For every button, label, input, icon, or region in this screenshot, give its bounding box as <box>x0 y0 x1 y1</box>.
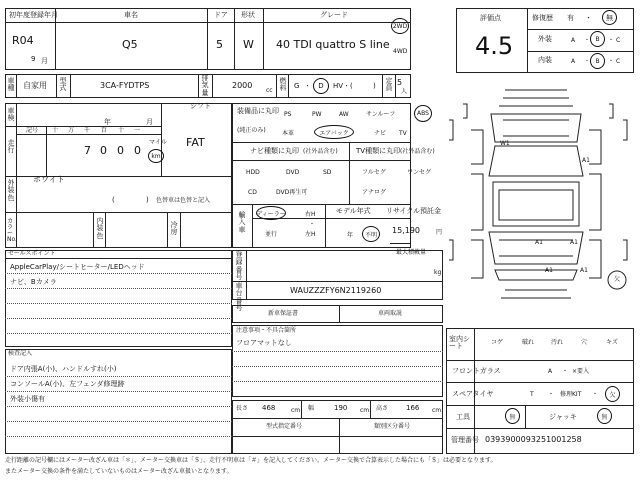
diagram-mark: A1 <box>545 267 553 274</box>
seat-item: キズ <box>606 339 618 346</box>
digit-label: 一 <box>134 127 141 134</box>
displacement-label: 排気量 <box>201 74 209 97</box>
glass-label: フロントガラス <box>452 367 501 375</box>
running-label: 走行 <box>7 139 15 155</box>
height-value: 166 <box>406 404 420 412</box>
equip-abs-circle: ABS <box>414 105 432 122</box>
tv-type-sub: (社外品含む) <box>400 148 435 155</box>
odometer-digit: 7 <box>84 144 91 157</box>
spare-kit: 修理KIT <box>560 391 582 398</box>
recycle-label: リサイクル預託金 <box>386 207 442 215</box>
equip-sunroof: サンルーフ <box>366 111 396 118</box>
max-load-label: 最大積載量 <box>396 249 427 256</box>
reg-year: R04 <box>12 34 34 47</box>
inspector-line: 外装小傷有 <box>10 395 45 403</box>
digit-label: 百 <box>101 127 108 134</box>
nav-cd: CD <box>248 189 257 196</box>
jack-label: ジャッキ <box>549 413 577 421</box>
spare-dot1: ・ <box>548 391 555 398</box>
car-name-label: 車名 <box>124 11 138 19</box>
mile-unit: マイル <box>149 139 167 146</box>
equip-leather: 本革 <box>282 130 295 137</box>
ext-dot2: ・ <box>608 37 615 44</box>
notes-box <box>232 325 443 397</box>
nav-dvd-play: DVD再生可 <box>276 189 308 196</box>
reg-no-label: 登録番号 <box>235 251 243 282</box>
diagram-mark: W1 <box>500 140 510 147</box>
score-value: 4.5 <box>475 32 514 60</box>
color-paren-close: ) <box>146 196 149 204</box>
nav-hdd: HDD <box>246 169 260 176</box>
equip-airbag-circle: エアバック <box>314 125 354 139</box>
drive-2wd-circle: 2WD <box>391 18 409 34</box>
width-label: 幅 <box>308 405 315 412</box>
ext-dot1: ・ <box>584 37 591 44</box>
glass-a: A <box>548 368 553 375</box>
color-label: 外装色 <box>7 179 15 202</box>
int-c: C <box>616 58 621 65</box>
nav-dvd: DVD <box>286 169 300 176</box>
tv-type-label: TV種類に丸印 <box>356 147 401 155</box>
import-label: 輸入車 <box>238 211 246 234</box>
shift-value: FAT <box>186 136 205 149</box>
fuel-g: G <box>294 82 300 90</box>
length-label: 長さ <box>236 405 249 412</box>
chassis-no: WAUZZZFY6N2119260 <box>290 286 382 295</box>
cc-unit: cc <box>266 87 273 94</box>
grade-label: グレード <box>320 11 348 19</box>
class-no-label: 類別区分番号 <box>374 423 411 430</box>
width-cm: cm <box>360 407 370 414</box>
interior-color-label: 内装色 <box>96 217 104 240</box>
ext-c: C <box>616 37 621 44</box>
spare-none-circle: 欠 <box>605 386 620 402</box>
color-no-label: カラーNo. <box>7 218 17 243</box>
repair-dot: ・ <box>585 14 592 22</box>
capacity-value: 5 <box>397 78 403 87</box>
seat-label: 室内シート <box>449 335 470 350</box>
tv-oneseg: ワンセグ <box>407 169 432 176</box>
exterior-b-circle: B <box>590 31 605 47</box>
grade-value: 40 TDI quattro S line <box>276 38 390 51</box>
color-value: ホワイト <box>33 175 65 184</box>
digit-label: 記号 <box>26 127 39 134</box>
score-label: 評価点 <box>480 14 501 22</box>
inspector-line: ドア内張A(小)、ハンドルすれ(小) <box>10 365 117 373</box>
nav-type-label: ナビ種類に丸印 <box>250 147 299 155</box>
shape-label: 形状 <box>241 11 255 19</box>
exterior-label: 外装 <box>538 35 552 43</box>
warranty-label: 新車保証書 <box>268 310 299 317</box>
height-label: 高さ <box>376 405 389 412</box>
glass-dot: ・ <box>562 368 569 375</box>
kg-unit: kg <box>434 269 442 276</box>
nav-type-sub: (社外品含む) <box>303 148 338 155</box>
equip-tv: TV <box>399 130 407 137</box>
sales-point-line: ナビ、Bカメラ <box>10 278 57 286</box>
equip-pw: PW <box>312 111 322 118</box>
dealer-circle: ディーラー <box>256 206 286 220</box>
digit-label: 万 <box>68 127 75 134</box>
length-cm: cm <box>291 407 301 414</box>
jack-none-circle: 無 <box>597 408 612 424</box>
odometer-digit: 0 <box>100 144 107 157</box>
tv-fullseg: フルセグ <box>362 169 386 176</box>
parallel: 並行 <box>265 231 278 238</box>
odometer-digit: 0 <box>117 144 124 157</box>
notes-label: 注意事項・不具合箇所 <box>236 327 297 334</box>
reg-month-unit: 月 <box>41 57 48 65</box>
fuel-hv: HV・( <box>333 82 353 90</box>
width-value: 190 <box>334 404 348 412</box>
seat-item: 穴 <box>581 339 588 346</box>
equipment-label: 装備品に丸印 <box>237 107 279 115</box>
inspection-label: 車検 <box>7 107 15 123</box>
warranty-row <box>232 305 443 323</box>
equip-navi: ナビ <box>374 130 387 137</box>
purpose-label: 車種 <box>7 77 15 93</box>
doors-label: ドア <box>214 11 228 19</box>
inspector-label: 検査記入 <box>8 350 33 357</box>
glass-x: ×要入 <box>572 368 590 375</box>
yen-unit: 円 <box>436 229 443 236</box>
displacement-value: 2000 <box>232 81 253 90</box>
tv-analog: アナログ <box>362 189 387 196</box>
model-year-label: モデル年式 <box>336 207 371 215</box>
inspector-line: コンソールA(小)、左フェンダ修理跡 <box>10 380 125 388</box>
int-a: A <box>571 58 576 65</box>
model-year-unit: 年 <box>347 232 354 239</box>
fuel-close: ) <box>373 82 376 90</box>
height-cm: cm <box>432 407 442 414</box>
footer-note-2: またメーター交換の条件を満たしていないものはメーター改ざん車扱いとなります。 <box>5 468 233 475</box>
fuel-d-circle: D <box>313 78 329 94</box>
insp-year-unit: 年 <box>104 118 111 126</box>
interior-label: 内装 <box>538 56 552 64</box>
equipment-sub: (純正のみ) <box>237 127 266 134</box>
model-code: 3CA-FYDTPS <box>100 81 150 90</box>
footer-note-1: 走行距離の記号欄にはメーター改ざん車は「＊」、メーター交換車は「＄」、走行不明車は「＃」を記入してください。メーター交換で合算表示した場合にも「＄」は必要となります。 <box>5 457 497 464</box>
mgmt-label: 管理番号 <box>451 436 479 444</box>
repair-yes: 有 <box>567 14 574 22</box>
digit-label: 十 <box>52 127 59 134</box>
repair-none-circle: 無 <box>602 10 617 25</box>
tools-none-circle: 無 <box>505 408 520 424</box>
sales-point-line: AppleCarPlay/シートヒーター/LEDヘッド <box>10 263 145 271</box>
diagram-mark: A1 <box>535 239 543 246</box>
tools-label: 工具 <box>456 413 470 421</box>
car-name: Q5 <box>122 38 138 51</box>
fuel-label: 燃料 <box>279 77 287 93</box>
interior-b-circle: B <box>590 53 605 69</box>
seat-item: コゲ <box>491 339 504 346</box>
shape-value: W <box>243 38 254 51</box>
ext-a: A <box>571 37 576 44</box>
fuel-dot1: ・ <box>304 82 311 90</box>
shift-label: シフト <box>190 102 211 110</box>
mgmt-value: 0393900093251001258 <box>485 435 582 444</box>
digit-label: 千 <box>84 127 91 134</box>
equip-ps: PS <box>284 111 292 118</box>
model-label: 型式 <box>59 77 67 93</box>
recycle-value: 15,190 <box>392 226 420 235</box>
unknown-circle: 不明 <box>362 226 380 242</box>
odometer-digit: 0 <box>134 144 141 157</box>
int-dot1: ・ <box>584 58 591 65</box>
seat-item: 汚れ <box>551 339 564 346</box>
reg-month: 9 <box>31 55 36 63</box>
km-circle: km <box>148 149 164 163</box>
spare-label: スペアタイヤ <box>452 390 494 398</box>
left-hand: 左H <box>305 231 316 238</box>
int-dot2: ・ <box>608 58 615 65</box>
length-value: 468 <box>262 404 276 412</box>
chassis-label: 車台番号 <box>235 282 243 313</box>
type-no-label: 型式指定番号 <box>266 423 303 430</box>
spare-dot2: ・ <box>592 391 599 398</box>
color-note: 色替車は色替と記入 <box>156 197 211 204</box>
diagram-mark: A1 <box>582 157 590 164</box>
insp-month-unit: 月 <box>146 118 153 126</box>
nav-sd: SD <box>323 169 332 176</box>
drive-4wd: 4WD <box>393 48 408 55</box>
cold-label: 冷房 <box>170 221 178 237</box>
purpose-value: 自家用 <box>23 81 47 90</box>
capacity-unit: 人 <box>401 88 408 95</box>
reg-year-label: 初年度登録年月 <box>9 11 58 19</box>
hand-dot: ・ <box>309 221 316 228</box>
color-paren-open: ( <box>112 196 115 204</box>
seat-item: 破れ <box>522 339 535 346</box>
digit-label: 十 <box>118 127 125 134</box>
car-diagram <box>443 80 634 324</box>
diagram-mark: 欠 <box>614 276 621 283</box>
repair-label: 修復歴 <box>532 14 553 22</box>
manual-label: 車両取説 <box>378 310 403 317</box>
equip-aw: AW <box>339 111 349 118</box>
diagram-mark: A1 <box>570 239 578 246</box>
notes-line: フロアマットなし <box>236 339 292 347</box>
sales-point-label: セールスポイント <box>8 250 56 257</box>
doors-value: 5 <box>216 38 223 51</box>
capacity-label: 定員 <box>385 77 393 93</box>
spare-t: T <box>530 391 534 398</box>
right-hand: 右H <box>305 211 316 218</box>
diagram-mark: A1 <box>580 267 588 274</box>
